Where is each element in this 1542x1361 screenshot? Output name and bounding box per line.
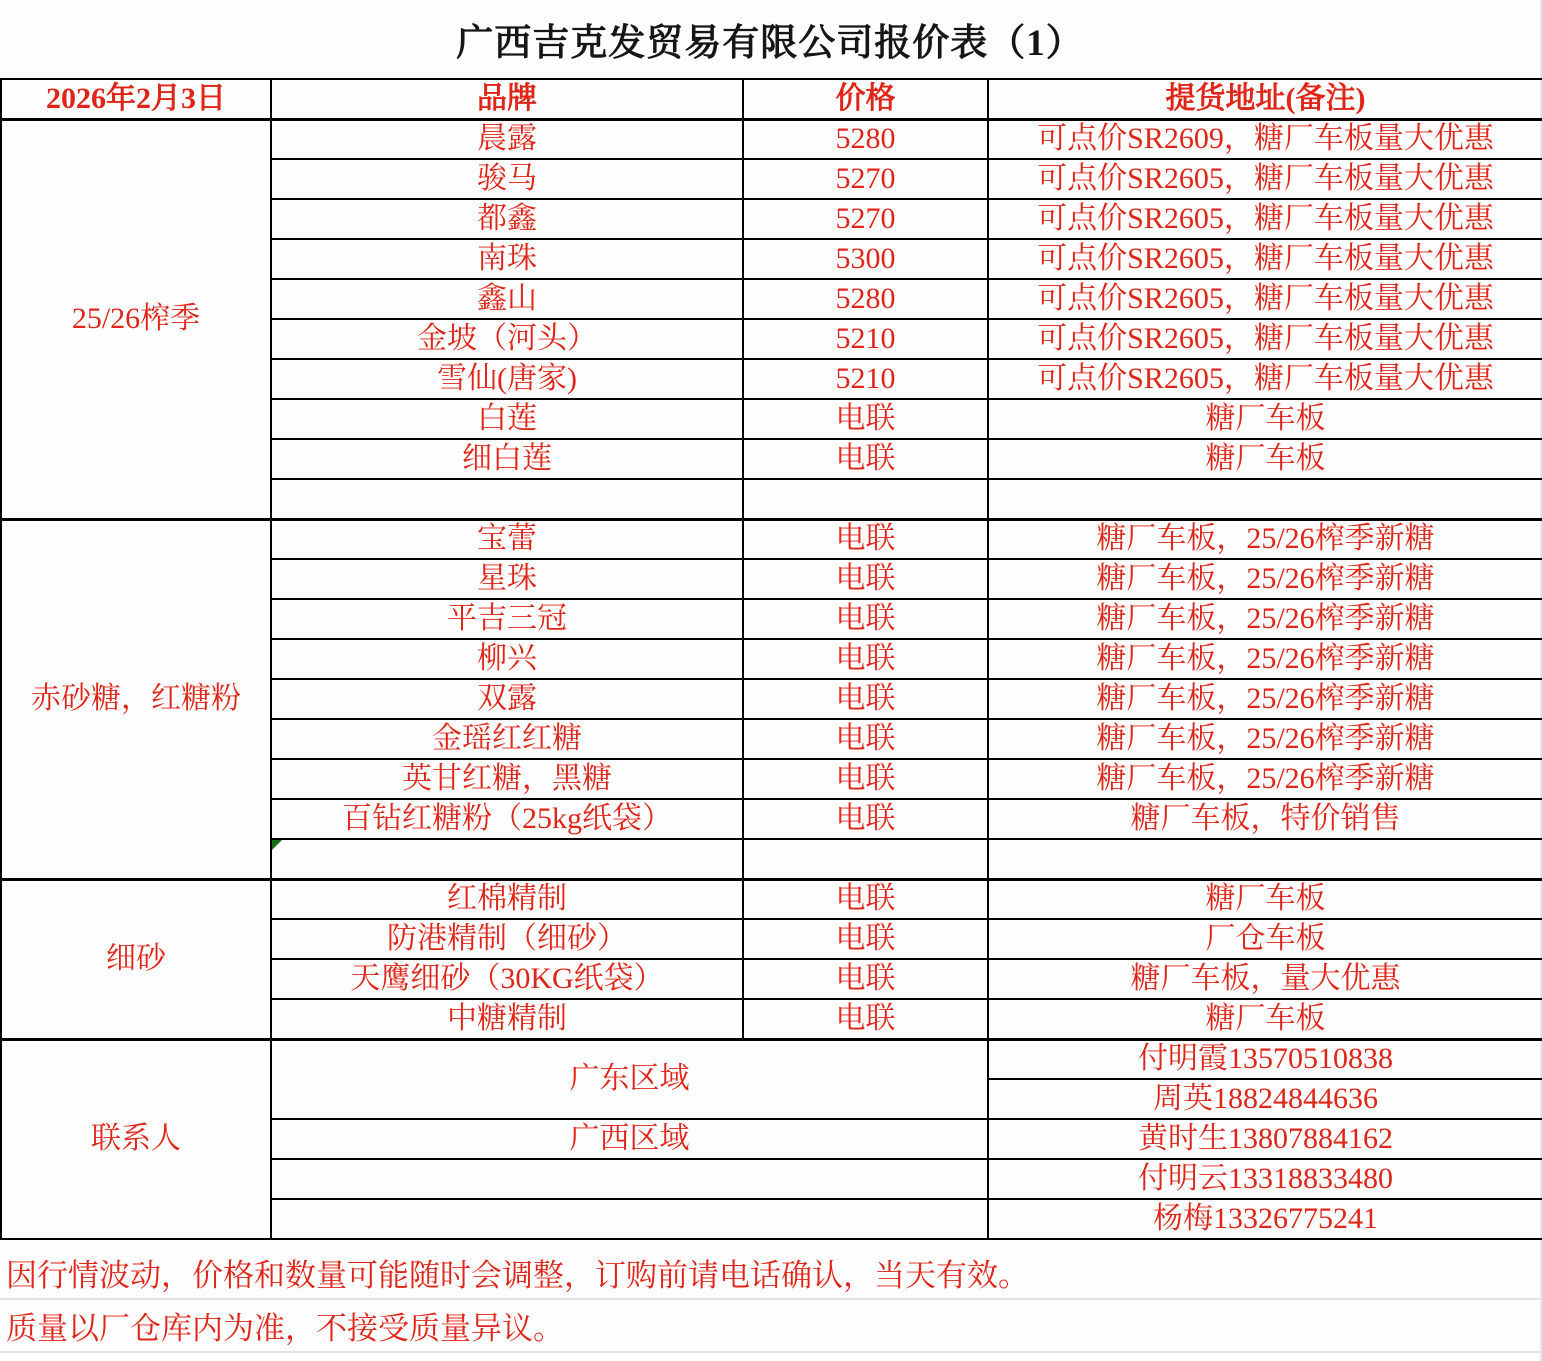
- remark-cell: 糖厂车板，25/26榨季新糖: [988, 599, 1542, 639]
- price-cell: 电联: [743, 399, 988, 439]
- remark-cell: 可点价SR2605，糖厂车板量大优惠: [988, 279, 1542, 319]
- remark-cell: 可点价SR2605，糖厂车板量大优惠: [988, 159, 1542, 199]
- contact-entry: 付明霞13570510838: [988, 1039, 1542, 1079]
- remark-cell: 糖厂车板: [988, 879, 1542, 919]
- brand-cell: 都鑫: [271, 199, 743, 239]
- empty-brand-cell: [271, 479, 743, 519]
- contact-entry: 周英18824844636: [988, 1079, 1542, 1119]
- price-cell: 5300: [743, 239, 988, 279]
- price-cell: 5280: [743, 279, 988, 319]
- empty-region-cell: [271, 1199, 988, 1239]
- empty-price-cell: [743, 839, 988, 879]
- price-cell: 5270: [743, 159, 988, 199]
- cell-comment-marker-icon: [272, 840, 282, 850]
- brand-cell: 双露: [271, 679, 743, 719]
- empty-brand-cell: [271, 839, 743, 879]
- remark-cell: 糖厂车板，量大优惠: [988, 959, 1542, 999]
- brand-cell: 宝蕾: [271, 519, 743, 559]
- footer-note-line2: 质量以厂仓库内为准，不接受质量异议。: [0, 1300, 1540, 1353]
- table-row: [1, 519, 1542, 559]
- brand-cell: 中糖精制: [271, 999, 743, 1039]
- brand-cell: 星珠: [271, 559, 743, 599]
- empty-remark-cell: [988, 479, 1542, 519]
- header-address: 提货地址(备注): [988, 79, 1542, 119]
- brand-cell: 骏马: [271, 159, 743, 199]
- brand-cell: 晨露: [271, 119, 743, 159]
- price-cell: 电联: [743, 719, 988, 759]
- brand-cell: 天鹰细砂（30KG纸袋）: [271, 959, 743, 999]
- section-label-brown-sugar: 赤砂糖，红糖粉: [1, 519, 271, 879]
- price-cell: 电联: [743, 679, 988, 719]
- empty-remark-cell: [988, 839, 1542, 879]
- price-cell: 电联: [743, 799, 988, 839]
- remark-cell: 糖厂车板: [988, 439, 1542, 479]
- page-title: 广西吉克发贸易有限公司报价表（1）: [456, 23, 1084, 64]
- price-cell: 电联: [743, 639, 988, 679]
- brand-cell: 白莲: [271, 399, 743, 439]
- remark-cell: 糖厂车板，25/26榨季新糖: [988, 559, 1542, 599]
- region-guangdong: 广东区域: [271, 1039, 988, 1119]
- brand-cell: 防港精制（细砂）: [271, 919, 743, 959]
- price-cell: 电联: [743, 759, 988, 799]
- table-row: [1, 119, 1542, 159]
- remark-cell: 糖厂车板: [988, 999, 1542, 1039]
- remark-cell: 糖厂车板，25/26榨季新糖: [988, 519, 1542, 559]
- section-label-fine-sand: 细砂: [1, 879, 271, 1039]
- contact-entry: 杨梅13326775241: [988, 1199, 1542, 1239]
- contact-entry: 黄时生13807884162: [988, 1119, 1542, 1159]
- remark-cell: 糖厂车板，特价销售: [988, 799, 1542, 839]
- brand-cell: 平吉三冠: [271, 599, 743, 639]
- remark-cell: 糖厂车板，25/26榨季新糖: [988, 679, 1542, 719]
- remark-cell: 糖厂车板，25/26榨季新糖: [988, 759, 1542, 799]
- footer-note-line1: 因行情波动，价格和数量可能随时会调整，订购前请电话确认，当天有效。: [0, 1247, 1540, 1300]
- remark-cell: 糖厂车板: [988, 399, 1542, 439]
- remark-cell: 可点价SR2605，糖厂车板量大优惠: [988, 239, 1542, 279]
- brand-cell: 金瑶红红糖: [271, 719, 743, 759]
- remark-cell: 可点价SR2605，糖厂车板量大优惠: [988, 319, 1542, 359]
- brand-cell: 英甘红糖，黑糖: [271, 759, 743, 799]
- table-header-row: [1, 79, 1542, 119]
- brand-cell: 鑫山: [271, 279, 743, 319]
- brand-cell: 百钻红糖粉（25kg纸袋）: [271, 799, 743, 839]
- brand-cell: 细白莲: [271, 439, 743, 479]
- remark-cell: 糖厂车板，25/26榨季新糖: [988, 719, 1542, 759]
- brand-cell: 柳兴: [271, 639, 743, 679]
- price-cell: 电联: [743, 439, 988, 479]
- region-guangxi: 广西区域: [271, 1119, 988, 1159]
- price-cell: 电联: [743, 599, 988, 639]
- footer-notes: [0, 1247, 1540, 1353]
- brand-cell: 金坡（河头）: [271, 319, 743, 359]
- price-cell: 5210: [743, 359, 988, 399]
- price-cell: 电联: [743, 519, 988, 559]
- table-row: [1, 879, 1542, 919]
- price-cell: 电联: [743, 999, 988, 1039]
- price-cell: 电联: [743, 919, 988, 959]
- header-price: 价格: [743, 79, 988, 119]
- price-cell: 5280: [743, 119, 988, 159]
- brand-cell: 南珠: [271, 239, 743, 279]
- header-brand: 品牌: [271, 79, 743, 119]
- section-label-contacts: 联系人: [1, 1039, 271, 1239]
- price-cell: 电联: [743, 959, 988, 999]
- remark-cell: 可点价SR2609，糖厂车板量大优惠: [988, 119, 1542, 159]
- empty-price-cell: [743, 479, 988, 519]
- empty-region-cell: [271, 1159, 988, 1199]
- section-label-2526: 25/26榨季: [1, 119, 271, 519]
- brand-cell: 雪仙(唐家): [271, 359, 743, 399]
- remark-cell: 可点价SR2605，糖厂车板量大优惠: [988, 359, 1542, 399]
- contact-entry: 付明云13318833480: [988, 1159, 1542, 1199]
- price-cell: 电联: [743, 559, 988, 599]
- quotation-table: [0, 78, 1542, 1240]
- price-cell: 电联: [743, 879, 988, 919]
- remark-cell: 糖厂车板，25/26榨季新糖: [988, 639, 1542, 679]
- brand-cell: 红棉精制: [271, 879, 743, 919]
- price-cell: 5210: [743, 319, 988, 359]
- remark-cell: 可点价SR2605，糖厂车板量大优惠: [988, 199, 1542, 239]
- header-date: 2026年2月3日: [1, 79, 271, 119]
- remark-cell: 厂仓车板: [988, 919, 1542, 959]
- price-cell: 5270: [743, 199, 988, 239]
- table-row: [1, 1039, 1542, 1079]
